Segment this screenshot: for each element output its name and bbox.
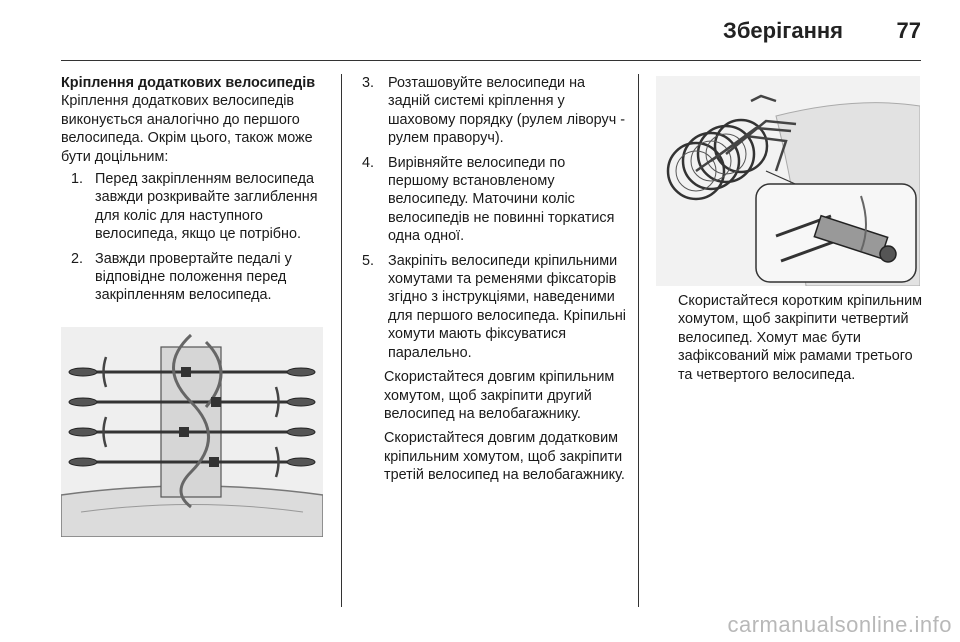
note-paragraph: Скористайтеся довгим кріпильним хомутом, щоб закріпити другий велосипед на велобагажнику. [384,369,615,422]
bike-clamp-detail-illustration [656,76,920,286]
column-divider [341,74,342,607]
list-item [71,250,329,305]
steps-list [61,170,329,305]
column-3 [678,292,928,390]
list-item [362,74,626,148]
intro-paragraph: Кріплення додаткових велосипедів виконується аналогічно до першого велосипеда. Окрім цього, також може бути доцільним: [61,93,313,165]
page-number: 77 [896,18,921,43]
item-number: 4. [362,154,375,171]
note-paragraph: Скористайтеся довгим додатковим кріпильним хомутом, щоб закріпити третій велосипед на велобагажнику. [384,430,625,484]
item-text: Вирівняйте велосипеди по першому встановленому велосипеду. Маточини коліс велосипедів не повинні торкатися одна одної. [388,154,615,245]
bike-clamp-detail-figure [656,76,920,286]
figure-caption-paragraph: Скористайтеся коротким кріпильним хомутом, щоб закріпити четвертий велосипед. Хомут має бути зафіксований між рамами третього та четвертого велосипеда. [678,293,923,383]
list-item [362,154,626,246]
section-title: Зберігання [723,18,843,43]
steps-list [362,74,626,362]
section-heading: Кріплення додаткових велосипедів [61,75,316,91]
bike-rack-top-view-illustration [61,327,323,537]
item-text: Закріпіть велосипеди кріпильними хомутами та ременями фіксаторів згідно з інструкціями, наведеними для першого велосипеда. Кріпильні хомути мають фіксуватися паралельно. [388,252,626,361]
item-text: Перед закріпленням велосипеда завжди розкривайте заглиблення для коліс для наступного велосипеда, якщо це потрібно. [95,171,318,243]
column-divider [638,74,639,607]
bike-rack-top-view-figure [61,327,323,537]
item-text: Розташовуйте велосипеди на задній системі кріплення у шаховому порядку (рулем ліворуч - рулем праворуч). [388,75,626,147]
item-number: 2. [71,250,84,267]
column-1 [61,74,329,311]
page-header [61,18,921,61]
list-item [71,170,329,244]
item-number: 5. [362,252,375,269]
column-2 [362,74,626,491]
item-number: 3. [362,75,375,91]
item-text: Завжди провертайте педалі у відповідне положення перед закріпленням велосипеда. [95,250,292,304]
item-number: 1. [71,171,84,188]
list-item [362,252,626,362]
watermark: carmanualsonline.info [727,612,952,637]
